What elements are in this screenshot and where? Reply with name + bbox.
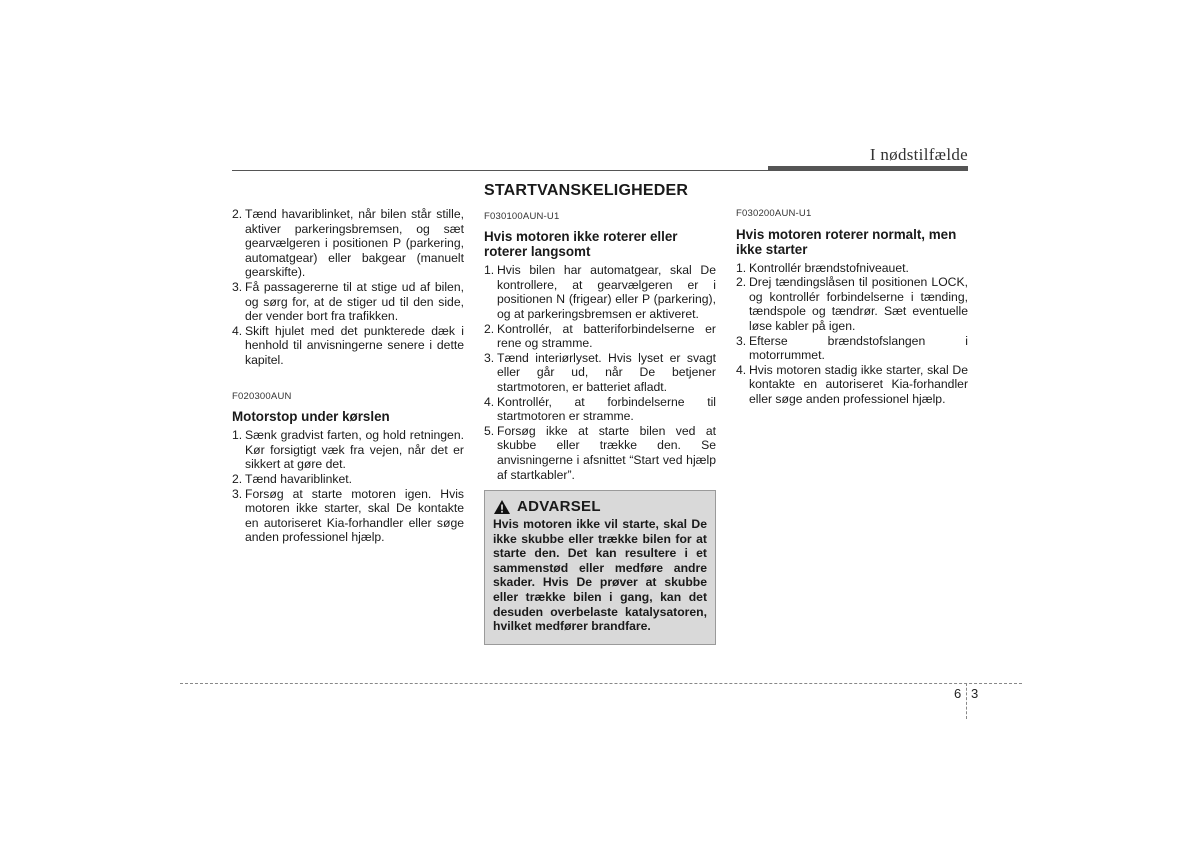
warning-title: ADVARSEL — [517, 497, 601, 515]
section-title: I nødstilfælde — [869, 145, 968, 164]
page-title: STARTVANSKELIGHEDER — [484, 182, 689, 199]
list-item — [736, 334, 968, 363]
list-item — [736, 275, 968, 333]
list-item — [736, 363, 968, 407]
steps-list — [484, 263, 716, 482]
step-number: 4. — [484, 394, 495, 409]
list-item — [484, 351, 716, 395]
step-number: 4. — [232, 323, 243, 338]
section-heading: Motorstop under kørslen — [232, 409, 390, 425]
warning-triangle-icon — [493, 499, 511, 515]
footer-rule — [180, 683, 1022, 684]
step-text: Tænd havariblinket, når bilen står stille, aktiver parkeringsbremsen, og sæt gearvælgeren i positionen P (parkering, automatgear) eller bakgear (manuelt gearskifte). — [245, 207, 464, 280]
step-number: 3. — [232, 279, 243, 294]
step-number: 3. — [484, 350, 495, 365]
reference-code: F020300AUN — [232, 390, 292, 402]
step-number: 2. — [736, 275, 747, 290]
list-item — [232, 428, 464, 472]
header-bar — [768, 166, 968, 171]
right-column — [736, 207, 968, 407]
step-number: 2. — [232, 471, 243, 486]
step-text: Drej tændingslåsen til positionen LOCK, og kontrollér forbindelserne i tænding, tændspole og tændrør. Sæt eventuelle løse kabler på igen. — [749, 275, 968, 333]
reference-code: F030200AUN-U1 — [736, 208, 812, 219]
list-item — [484, 424, 716, 482]
step-text: Få passagererne til at stige ud af bilen, og sørg for, at de stiger ud til den side, der vender bort fra trafikken. — [245, 279, 464, 324]
step-text: Forsøg at starte motoren igen. Hvis motoren ikke starter, skal De kontakte en autoriseret Kia-forhandler eller søge anden professionel hjælp. — [245, 486, 464, 545]
step-number: 1. — [232, 428, 243, 443]
step-text: Efterse brændstofslangen i motorrummet. — [749, 333, 968, 363]
left-column — [232, 207, 464, 545]
list-item — [232, 207, 464, 280]
list-item — [232, 280, 464, 324]
page-number: 3 — [971, 686, 979, 701]
step-number: 3. — [736, 333, 747, 348]
step-text: Tænd havariblinket. — [245, 471, 353, 486]
step-number: 5. — [484, 423, 495, 438]
section-heading: Hvis motoren ikke roterer eller roterer langsomt — [484, 229, 678, 260]
middle-column — [484, 184, 716, 645]
warning-box — [484, 490, 716, 645]
list-item — [484, 395, 716, 424]
steps-list — [232, 428, 464, 545]
warning-text: Hvis motoren ikke vil starte, skal De ikke skubbe eller trække bilen for at starte den. Det kan resultere i et sammenstød eller medføre andre skader. Hvis De prøver at skubbe eller trække bilen i gang, kan det desuden overbelaste katalysatoren, hvilket medfører brandfare. — [493, 517, 707, 634]
warning-header — [493, 499, 707, 515]
list-item — [232, 324, 464, 368]
step-number: 1. — [736, 260, 747, 275]
list-item — [232, 472, 464, 487]
step-text: Forsøg ikke at starte bilen ved at skubbe eller trække den. Se anvisningerne i afsnittet “Start ved hjælp af startkabler”. — [497, 423, 716, 482]
page-number-divider — [966, 683, 967, 719]
list-item — [232, 487, 464, 545]
step-text: Skift hjulet med det punkterede dæk i henhold til anvisningerne senere i dette kapitel. — [245, 323, 464, 367]
step-text: Hvis bilen har automatgear, skal De kontrollere, at gearvælgeren er i positionen N (frigear) eller P (parkering), og at parkeringsbremsen er aktiveret. — [497, 263, 716, 321]
step-text: Kontrollér brændstofniveauet. — [749, 260, 909, 275]
step-number: 1. — [484, 263, 495, 278]
steps-list-continued — [232, 207, 464, 368]
step-number: 2. — [232, 207, 243, 221]
steps-list — [736, 261, 968, 407]
step-text: Sænk gradvist farten, og hold retningen. Kør forsigtigt væk fra vejen, når det er sikkert at gøre det. — [245, 428, 464, 472]
step-number: 3. — [232, 486, 243, 501]
step-number: 4. — [736, 362, 747, 377]
step-number: 2. — [484, 321, 495, 336]
step-text: Hvis motoren stadig ikke starter, skal De kontakte en autoriseret Kia-forhandler eller søge anden professionel hjælp. — [749, 362, 968, 406]
list-item — [736, 261, 968, 276]
step-text: Kontrollér, at batteriforbindelserne er rene og stramme. — [497, 321, 716, 351]
list-item — [484, 322, 716, 351]
section-heading: Hvis motoren roterer normalt, men ikke starter — [736, 226, 957, 257]
step-text: Tænd interiørlyset. Hvis lyset er svagt eller går ud, når De betjener startmotoren, er batteriet afladt. — [497, 350, 716, 394]
step-text: Kontrollér, at forbindelserne til startmotoren er stramme. — [497, 394, 716, 424]
chapter-number: 6 — [954, 686, 962, 701]
reference-code: F030100AUN-U1 — [484, 210, 560, 222]
list-item — [484, 263, 716, 321]
